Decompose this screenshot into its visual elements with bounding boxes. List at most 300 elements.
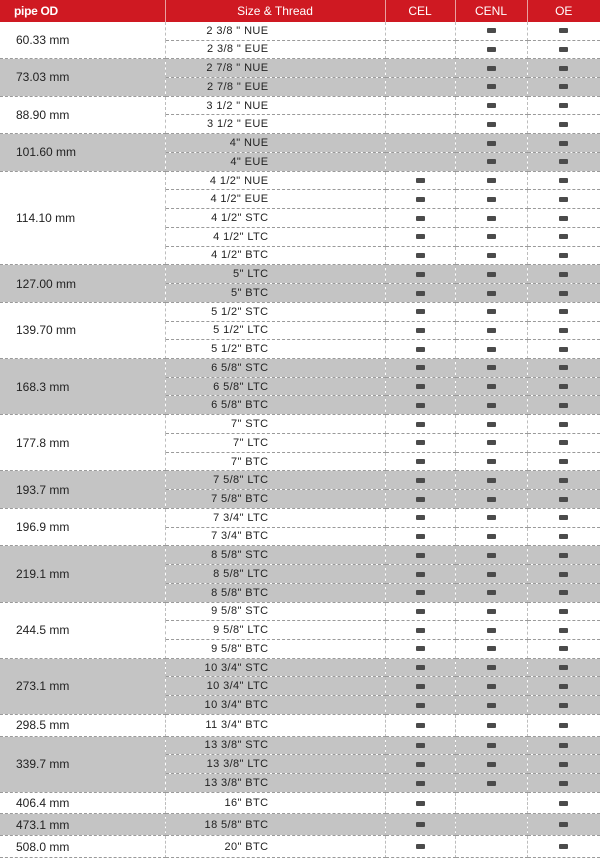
availability-mark-icon bbox=[487, 703, 496, 708]
cel-cell bbox=[385, 22, 455, 40]
availability-mark-icon bbox=[559, 141, 568, 146]
availability-mark-icon bbox=[559, 347, 568, 352]
cenl-cell bbox=[455, 621, 527, 640]
size-thread-cell: 10 3/4" BTC bbox=[165, 696, 385, 715]
oe-cell bbox=[527, 565, 600, 584]
availability-mark-icon bbox=[559, 515, 568, 520]
size-thread-cell: 5" LTC bbox=[165, 265, 385, 284]
oe-cell bbox=[527, 836, 600, 858]
oe-cell bbox=[527, 321, 600, 340]
availability-mark-icon bbox=[487, 328, 496, 333]
table-row bbox=[0, 792, 600, 814]
size-thread-cell: 4 1/2" NUE bbox=[165, 171, 385, 190]
availability-mark-icon bbox=[416, 590, 425, 595]
availability-mark-icon bbox=[416, 762, 425, 767]
availability-mark-icon bbox=[487, 572, 496, 577]
oe-cell bbox=[527, 677, 600, 696]
cenl-cell bbox=[455, 602, 527, 621]
cenl-cell bbox=[455, 377, 527, 396]
availability-mark-icon bbox=[416, 459, 425, 464]
cenl-cell bbox=[455, 152, 527, 171]
pipe-od-cell: 273.1 mm bbox=[0, 658, 165, 714]
cenl-cell bbox=[455, 415, 527, 434]
cel-cell bbox=[385, 546, 455, 565]
availability-mark-icon bbox=[416, 253, 425, 258]
availability-mark-icon bbox=[487, 646, 496, 651]
table-row bbox=[0, 171, 600, 190]
availability-mark-icon bbox=[559, 28, 568, 33]
cenl-cell bbox=[455, 284, 527, 303]
availability-mark-icon bbox=[416, 572, 425, 577]
oe-cell bbox=[527, 621, 600, 640]
cenl-cell bbox=[455, 115, 527, 134]
availability-mark-icon bbox=[487, 781, 496, 786]
cenl-cell bbox=[455, 836, 527, 858]
cenl-cell bbox=[455, 490, 527, 509]
table-row bbox=[0, 836, 600, 858]
oe-cell bbox=[527, 736, 600, 755]
table-row bbox=[0, 59, 600, 78]
cenl-cell bbox=[455, 59, 527, 78]
availability-mark-icon bbox=[487, 347, 496, 352]
availability-mark-icon bbox=[416, 684, 425, 689]
cel-cell bbox=[385, 359, 455, 378]
table-body bbox=[0, 22, 600, 858]
availability-mark-icon bbox=[416, 801, 425, 806]
pipe-od-cell: 339.7 mm bbox=[0, 736, 165, 792]
table-row bbox=[0, 302, 600, 321]
cenl-cell bbox=[455, 565, 527, 584]
cel-cell bbox=[385, 265, 455, 284]
cel-cell bbox=[385, 658, 455, 677]
availability-mark-icon bbox=[559, 801, 568, 806]
cenl-cell bbox=[455, 190, 527, 209]
pipe-od-cell: 139.70 mm bbox=[0, 302, 165, 358]
oe-cell bbox=[527, 415, 600, 434]
cel-cell bbox=[385, 527, 455, 546]
cenl-cell bbox=[455, 302, 527, 321]
cenl-cell bbox=[455, 527, 527, 546]
cenl-cell bbox=[455, 396, 527, 415]
cenl-cell bbox=[455, 755, 527, 774]
header-cel: CEL bbox=[385, 0, 455, 22]
pipe-od-cell: 193.7 mm bbox=[0, 471, 165, 508]
availability-mark-icon bbox=[487, 515, 496, 520]
availability-mark-icon bbox=[559, 743, 568, 748]
availability-mark-icon bbox=[487, 459, 496, 464]
cel-cell bbox=[385, 246, 455, 265]
cel-cell bbox=[385, 377, 455, 396]
availability-mark-icon bbox=[487, 440, 496, 445]
availability-mark-icon bbox=[487, 309, 496, 314]
size-thread-cell: 6 5/8" STC bbox=[165, 359, 385, 378]
cenl-cell bbox=[455, 340, 527, 359]
size-thread-cell: 4 1/2" STC bbox=[165, 209, 385, 228]
table-row bbox=[0, 714, 600, 736]
oe-cell bbox=[527, 714, 600, 736]
size-thread-cell: 9 5/8" BTC bbox=[165, 640, 385, 659]
oe-cell bbox=[527, 452, 600, 471]
availability-mark-icon bbox=[559, 66, 568, 71]
availability-mark-icon bbox=[416, 328, 425, 333]
availability-mark-icon bbox=[559, 122, 568, 127]
pipe-od-cell: 244.5 mm bbox=[0, 602, 165, 658]
availability-mark-icon bbox=[416, 440, 425, 445]
oe-cell bbox=[527, 774, 600, 793]
cenl-cell bbox=[455, 792, 527, 814]
availability-mark-icon bbox=[416, 291, 425, 296]
size-thread-cell: 5 1/2" LTC bbox=[165, 321, 385, 340]
cel-cell bbox=[385, 284, 455, 303]
availability-mark-icon bbox=[487, 84, 496, 89]
cel-cell bbox=[385, 565, 455, 584]
availability-mark-icon bbox=[416, 781, 425, 786]
availability-mark-icon bbox=[487, 234, 496, 239]
availability-mark-icon bbox=[416, 646, 425, 651]
availability-mark-icon bbox=[487, 291, 496, 296]
oe-cell bbox=[527, 152, 600, 171]
cel-cell bbox=[385, 792, 455, 814]
header-row bbox=[0, 0, 600, 22]
availability-mark-icon bbox=[487, 590, 496, 595]
oe-cell bbox=[527, 134, 600, 153]
availability-mark-icon bbox=[487, 178, 496, 183]
availability-mark-icon bbox=[487, 384, 496, 389]
cel-cell bbox=[385, 696, 455, 715]
cenl-cell bbox=[455, 736, 527, 755]
oe-cell bbox=[527, 302, 600, 321]
availability-mark-icon bbox=[487, 478, 496, 483]
cenl-cell bbox=[455, 246, 527, 265]
cenl-cell bbox=[455, 583, 527, 602]
availability-mark-icon bbox=[559, 844, 568, 849]
size-thread-cell: 7" LTC bbox=[165, 433, 385, 452]
cel-cell bbox=[385, 321, 455, 340]
oe-cell bbox=[527, 265, 600, 284]
availability-mark-icon bbox=[487, 159, 496, 164]
size-thread-cell: 7" STC bbox=[165, 415, 385, 434]
availability-mark-icon bbox=[487, 272, 496, 277]
oe-cell bbox=[527, 433, 600, 452]
oe-cell bbox=[527, 77, 600, 96]
availability-mark-icon bbox=[559, 628, 568, 633]
size-thread-cell: 8 5/8" STC bbox=[165, 546, 385, 565]
availability-mark-icon bbox=[416, 309, 425, 314]
availability-mark-icon bbox=[487, 141, 496, 146]
cel-cell bbox=[385, 836, 455, 858]
cel-cell bbox=[385, 814, 455, 836]
availability-mark-icon bbox=[559, 822, 568, 827]
availability-mark-icon bbox=[559, 497, 568, 502]
cenl-cell bbox=[455, 696, 527, 715]
availability-mark-icon bbox=[487, 216, 496, 221]
table-row bbox=[0, 265, 600, 284]
cenl-cell bbox=[455, 171, 527, 190]
availability-mark-icon bbox=[416, 553, 425, 558]
availability-mark-icon bbox=[487, 665, 496, 670]
availability-mark-icon bbox=[559, 178, 568, 183]
oe-cell bbox=[527, 171, 600, 190]
availability-mark-icon bbox=[416, 272, 425, 277]
availability-mark-icon bbox=[559, 291, 568, 296]
availability-mark-icon bbox=[416, 515, 425, 520]
size-thread-cell: 3 1/2 " EUE bbox=[165, 115, 385, 134]
oe-cell bbox=[527, 583, 600, 602]
availability-mark-icon bbox=[559, 365, 568, 370]
availability-mark-icon bbox=[487, 28, 496, 33]
cenl-cell bbox=[455, 209, 527, 228]
size-thread-cell: 7 5/8" LTC bbox=[165, 471, 385, 490]
cel-cell bbox=[385, 227, 455, 246]
availability-mark-icon bbox=[559, 103, 568, 108]
size-thread-cell: 10 3/4" LTC bbox=[165, 677, 385, 696]
cel-cell bbox=[385, 774, 455, 793]
size-thread-cell: 2 7/8 " NUE bbox=[165, 59, 385, 78]
oe-cell bbox=[527, 658, 600, 677]
pipe-od-cell: 473.1 mm bbox=[0, 814, 165, 836]
oe-cell bbox=[527, 284, 600, 303]
size-thread-cell: 4" NUE bbox=[165, 134, 385, 153]
cenl-cell bbox=[455, 658, 527, 677]
pipe-od-cell: 196.9 mm bbox=[0, 508, 165, 545]
cenl-cell bbox=[455, 814, 527, 836]
table-row bbox=[0, 736, 600, 755]
availability-mark-icon bbox=[487, 684, 496, 689]
size-thread-cell: 3 1/2 " NUE bbox=[165, 96, 385, 115]
size-thread-cell: 4 1/2" LTC bbox=[165, 227, 385, 246]
availability-mark-icon bbox=[487, 253, 496, 258]
oe-cell bbox=[527, 22, 600, 40]
availability-mark-icon bbox=[487, 403, 496, 408]
cel-cell bbox=[385, 115, 455, 134]
cenl-cell bbox=[455, 546, 527, 565]
availability-mark-icon bbox=[416, 216, 425, 221]
availability-mark-icon bbox=[416, 723, 425, 728]
pipe-od-cell: 114.10 mm bbox=[0, 171, 165, 265]
availability-mark-icon bbox=[559, 703, 568, 708]
availability-mark-icon bbox=[487, 497, 496, 502]
availability-mark-icon bbox=[416, 422, 425, 427]
availability-mark-icon bbox=[559, 403, 568, 408]
availability-mark-icon bbox=[416, 197, 425, 202]
table-row bbox=[0, 359, 600, 378]
cel-cell bbox=[385, 602, 455, 621]
size-thread-cell: 8 5/8" LTC bbox=[165, 565, 385, 584]
table-row bbox=[0, 658, 600, 677]
cel-cell bbox=[385, 736, 455, 755]
header-oe: OE bbox=[527, 0, 600, 22]
availability-mark-icon bbox=[559, 646, 568, 651]
cenl-cell bbox=[455, 471, 527, 490]
availability-mark-icon bbox=[487, 422, 496, 427]
availability-mark-icon bbox=[559, 590, 568, 595]
cel-cell bbox=[385, 302, 455, 321]
cel-cell bbox=[385, 508, 455, 527]
cenl-cell bbox=[455, 134, 527, 153]
availability-mark-icon bbox=[416, 347, 425, 352]
cel-cell bbox=[385, 171, 455, 190]
availability-mark-icon bbox=[559, 572, 568, 577]
availability-mark-icon bbox=[487, 553, 496, 558]
size-thread-cell: 6 5/8" BTC bbox=[165, 396, 385, 415]
availability-mark-icon bbox=[559, 328, 568, 333]
size-thread-cell: 2 3/8 " EUE bbox=[165, 40, 385, 59]
size-thread-cell: 20" BTC bbox=[165, 836, 385, 858]
availability-mark-icon bbox=[559, 234, 568, 239]
cel-cell bbox=[385, 134, 455, 153]
availability-mark-icon bbox=[416, 743, 425, 748]
oe-cell bbox=[527, 396, 600, 415]
availability-mark-icon bbox=[487, 66, 496, 71]
table-row bbox=[0, 814, 600, 836]
table-row bbox=[0, 471, 600, 490]
availability-mark-icon bbox=[416, 178, 425, 183]
header-pipe-od: pipe OD bbox=[0, 0, 165, 22]
pipe-od-cell: 406.4 mm bbox=[0, 792, 165, 814]
availability-mark-icon bbox=[559, 609, 568, 614]
availability-mark-icon bbox=[559, 253, 568, 258]
availability-mark-icon bbox=[559, 309, 568, 314]
cel-cell bbox=[385, 640, 455, 659]
cenl-cell bbox=[455, 774, 527, 793]
availability-mark-icon bbox=[559, 422, 568, 427]
oe-cell bbox=[527, 227, 600, 246]
size-thread-cell: 5 1/2" BTC bbox=[165, 340, 385, 359]
size-thread-cell: 4 1/2" EUE bbox=[165, 190, 385, 209]
size-thread-cell: 11 3/4" BTC bbox=[165, 714, 385, 736]
cel-cell bbox=[385, 677, 455, 696]
availability-mark-icon bbox=[416, 534, 425, 539]
availability-mark-icon bbox=[559, 781, 568, 786]
cenl-cell bbox=[455, 265, 527, 284]
availability-mark-icon bbox=[559, 216, 568, 221]
cenl-cell bbox=[455, 227, 527, 246]
oe-cell bbox=[527, 755, 600, 774]
oe-cell bbox=[527, 527, 600, 546]
oe-cell bbox=[527, 508, 600, 527]
size-thread-cell: 13 3/8" STC bbox=[165, 736, 385, 755]
availability-mark-icon bbox=[559, 384, 568, 389]
table-row bbox=[0, 508, 600, 527]
size-thread-cell: 10 3/4" STC bbox=[165, 658, 385, 677]
oe-cell bbox=[527, 490, 600, 509]
oe-cell bbox=[527, 471, 600, 490]
availability-mark-icon bbox=[416, 384, 425, 389]
availability-mark-icon bbox=[559, 197, 568, 202]
availability-mark-icon bbox=[416, 628, 425, 633]
availability-mark-icon bbox=[559, 84, 568, 89]
availability-mark-icon bbox=[559, 440, 568, 445]
availability-mark-icon bbox=[416, 822, 425, 827]
pipe-od-cell: 177.8 mm bbox=[0, 415, 165, 471]
pipe-od-cell: 101.60 mm bbox=[0, 134, 165, 171]
cel-cell bbox=[385, 490, 455, 509]
cel-cell bbox=[385, 209, 455, 228]
size-thread-cell: 9 5/8" STC bbox=[165, 602, 385, 621]
size-thread-cell: 5" BTC bbox=[165, 284, 385, 303]
oe-cell bbox=[527, 40, 600, 59]
size-thread-cell: 9 5/8" LTC bbox=[165, 621, 385, 640]
availability-mark-icon bbox=[416, 844, 425, 849]
oe-cell bbox=[527, 340, 600, 359]
availability-mark-icon bbox=[416, 665, 425, 670]
cenl-cell bbox=[455, 452, 527, 471]
cel-cell bbox=[385, 471, 455, 490]
availability-mark-icon bbox=[487, 628, 496, 633]
oe-cell bbox=[527, 640, 600, 659]
table-row bbox=[0, 415, 600, 434]
availability-mark-icon bbox=[416, 403, 425, 408]
cel-cell bbox=[385, 340, 455, 359]
cel-cell bbox=[385, 152, 455, 171]
availability-mark-icon bbox=[559, 272, 568, 277]
availability-mark-icon bbox=[559, 47, 568, 52]
oe-cell bbox=[527, 115, 600, 134]
cenl-cell bbox=[455, 677, 527, 696]
cel-cell bbox=[385, 583, 455, 602]
cel-cell bbox=[385, 415, 455, 434]
size-thread-cell: 5 1/2" STC bbox=[165, 302, 385, 321]
availability-mark-icon bbox=[487, 723, 496, 728]
pipe-od-cell: 73.03 mm bbox=[0, 59, 165, 96]
availability-mark-icon bbox=[487, 365, 496, 370]
cenl-cell bbox=[455, 321, 527, 340]
availability-mark-icon bbox=[559, 534, 568, 539]
cenl-cell bbox=[455, 640, 527, 659]
size-thread-cell: 8 5/8" BTC bbox=[165, 583, 385, 602]
oe-cell bbox=[527, 359, 600, 378]
size-thread-cell: 16" BTC bbox=[165, 792, 385, 814]
header-size-thread: Size & Thread bbox=[165, 0, 385, 22]
cel-cell bbox=[385, 96, 455, 115]
oe-cell bbox=[527, 377, 600, 396]
size-thread-cell: 13 3/8" LTC bbox=[165, 755, 385, 774]
size-thread-cell: 2 3/8 " NUE bbox=[165, 22, 385, 40]
oe-cell bbox=[527, 96, 600, 115]
availability-mark-icon bbox=[559, 665, 568, 670]
cel-cell bbox=[385, 77, 455, 96]
pipe-od-cell: 508.0 mm bbox=[0, 836, 165, 858]
pipe-od-cell: 219.1 mm bbox=[0, 546, 165, 602]
pipe-od-cell: 127.00 mm bbox=[0, 265, 165, 302]
size-thread-cell: 2 7/8 " EUE bbox=[165, 77, 385, 96]
availability-mark-icon bbox=[487, 197, 496, 202]
size-thread-cell: 4" EUE bbox=[165, 152, 385, 171]
availability-mark-icon bbox=[559, 459, 568, 464]
oe-cell bbox=[527, 209, 600, 228]
availability-mark-icon bbox=[416, 609, 425, 614]
availability-mark-icon bbox=[416, 703, 425, 708]
cenl-cell bbox=[455, 77, 527, 96]
cenl-cell bbox=[455, 22, 527, 40]
oe-cell bbox=[527, 546, 600, 565]
table-row bbox=[0, 134, 600, 153]
cel-cell bbox=[385, 755, 455, 774]
size-thread-cell: 6 5/8" LTC bbox=[165, 377, 385, 396]
cel-cell bbox=[385, 621, 455, 640]
header-cenl: CENL bbox=[455, 0, 527, 22]
size-thread-cell: 7 3/4" LTC bbox=[165, 508, 385, 527]
cenl-cell bbox=[455, 40, 527, 59]
availability-mark-icon bbox=[559, 478, 568, 483]
pipe-od-cell: 88.90 mm bbox=[0, 96, 165, 133]
cenl-cell bbox=[455, 508, 527, 527]
cenl-cell bbox=[455, 433, 527, 452]
availability-mark-icon bbox=[416, 365, 425, 370]
cel-cell bbox=[385, 452, 455, 471]
availability-mark-icon bbox=[416, 234, 425, 239]
pipe-od-cell: 60.33 mm bbox=[0, 22, 165, 59]
